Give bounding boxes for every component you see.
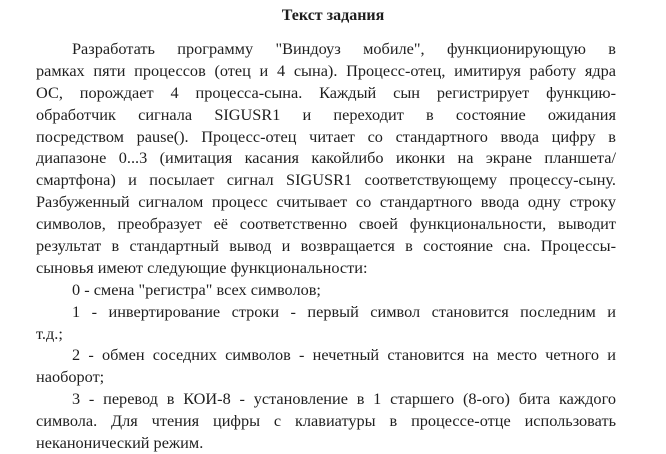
text-line: символов, преобразует её соответственно своей функциональности, выводит (36, 214, 616, 234)
text-line: 3 - перевод в КОИ-8 - установление в 1 старшего (8-ого) бита каждого (72, 389, 616, 409)
text-line: наоборот; (36, 367, 105, 387)
text-line: рамках пяти процессов (отец и 4 сына). Процесс-отец, имитируя работу ядра (36, 60, 616, 80)
text-line: неканонический режим. (36, 433, 204, 453)
text-line: обработчик сигнала SIGUSR1 и переходит в состояние ожидания (36, 104, 616, 124)
text-line: посредством pause(). Процесс-отец читает со стандартного ввода цифру в (36, 126, 616, 146)
text-line: 1 - инвертирование строки - первый символ становится последним и (72, 301, 616, 321)
text-line: символа. Для чтения цифры с клавиатуры в процессе-отце использовать (36, 411, 616, 431)
text-line: Разбуженный сигналом процесс считывает со стандартного ввода одну строку (36, 192, 616, 212)
text-line: смартфона) и посылает сигнал SIGUSR1 соответствующему процессу-сыну. (36, 170, 616, 190)
text-line: 2 - обмен соседних символов - нечетный становится на место четного и (72, 345, 616, 365)
text-line: т.д.; (36, 323, 63, 343)
document-title: Текст задания (281, 7, 385, 24)
text-line: Разработать программу "Виндоуз мобиле", функционирующую в (72, 39, 616, 58)
text-line: 0 - смена "регистра" всех символов; (72, 279, 321, 299)
text-line: результат в стандартный вывод и возвращается в состояние сна. Процессы- (36, 236, 616, 256)
document-body (36, 38, 616, 454)
text-line: сыновья имеют следующие функциональности: (36, 257, 368, 277)
text-line: ОС, порождает 4 процесса-сына. Каждый сын регистрирует функцию- (36, 82, 616, 102)
text-line: диапазоне 0...3 (имитация касания какойлибо иконки на экране планшета/ (36, 148, 616, 168)
